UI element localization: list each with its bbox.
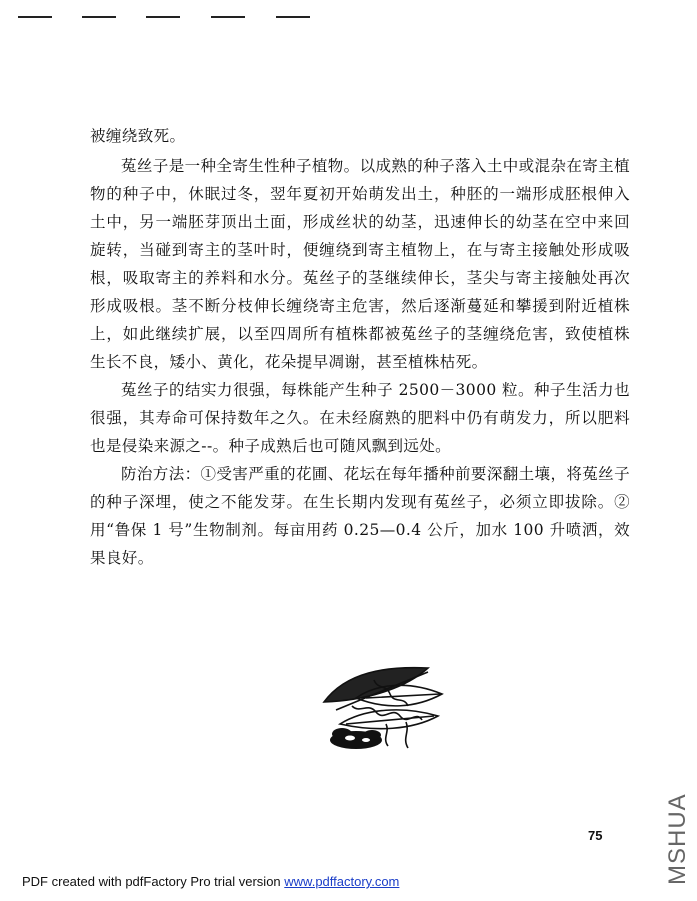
paragraph-reproduction: 菟丝子的结实力很强，每株能产生种子 2500－3000 粒。种子生活力也很强，其寿命可保持数年之久。在未经腐熟的肥料中仍有萌发力，所以肥料也是侵染来源之--。种子成熟后也可随风飘到远处。 (90, 381, 630, 455)
paragraph-continued: 被缠绕致死。 (90, 127, 186, 145)
header-rule (276, 16, 310, 18)
footer-text: PDF created with pdfFactory Pro trial version (22, 874, 285, 889)
page-number: 75 (588, 828, 603, 843)
watermark-text: MSHUA (664, 793, 691, 885)
pdffactory-link[interactable]: www.pdffactory.com (284, 874, 400, 889)
header-rule (18, 16, 52, 18)
paragraph-description: 菟丝子是一种全寄生性种子植物。以成熟的种子落入土中或混杂在寄主植物的种子中，休眠过冬，翌年夏初开始萌发出土，种胚的一端形成胚根伸入土中，另一端胚芽顶出土面，形成丝状的幼茎，迅速伸长的幼茎在空中来回旋转，当碰到寄主的茎叶时，便缠绕到寄主植物上，在与寄主接触处形成吸根，吸取寄主的养料和水分。菟丝子的茎继续伸长，茎尖与寄主接触处再次形成吸根。茎不断分枝伸长缠绕寄主危害，然后逐渐蔓延和攀援到附近植株上，如此继续扩展，以至四周所有植株都被菟丝子的茎缠绕危害，致使植株生长不良，矮小、黄化，花朵提早凋谢，甚至植株枯死。 (90, 157, 630, 371)
page-body (90, 122, 630, 572)
header-rules (18, 16, 348, 22)
paragraph-control-methods: 防治方法：①受害严重的花圃、花坛在每年播种前要深翻土壤，将菟丝子的种子深埋，使之不能发芽。在生长期内发现有菟丝子，必须立即拔除。②用“鲁保 1 号”生物制剂。每亩用药 0.25—0.4 公斤，加水 100 升喷洒，效果良好。 (90, 465, 630, 567)
header-rule (211, 16, 245, 18)
header-rule (146, 16, 180, 18)
header-rule (82, 16, 116, 18)
plant-illustration (316, 650, 456, 750)
pdf-footer (22, 874, 399, 889)
